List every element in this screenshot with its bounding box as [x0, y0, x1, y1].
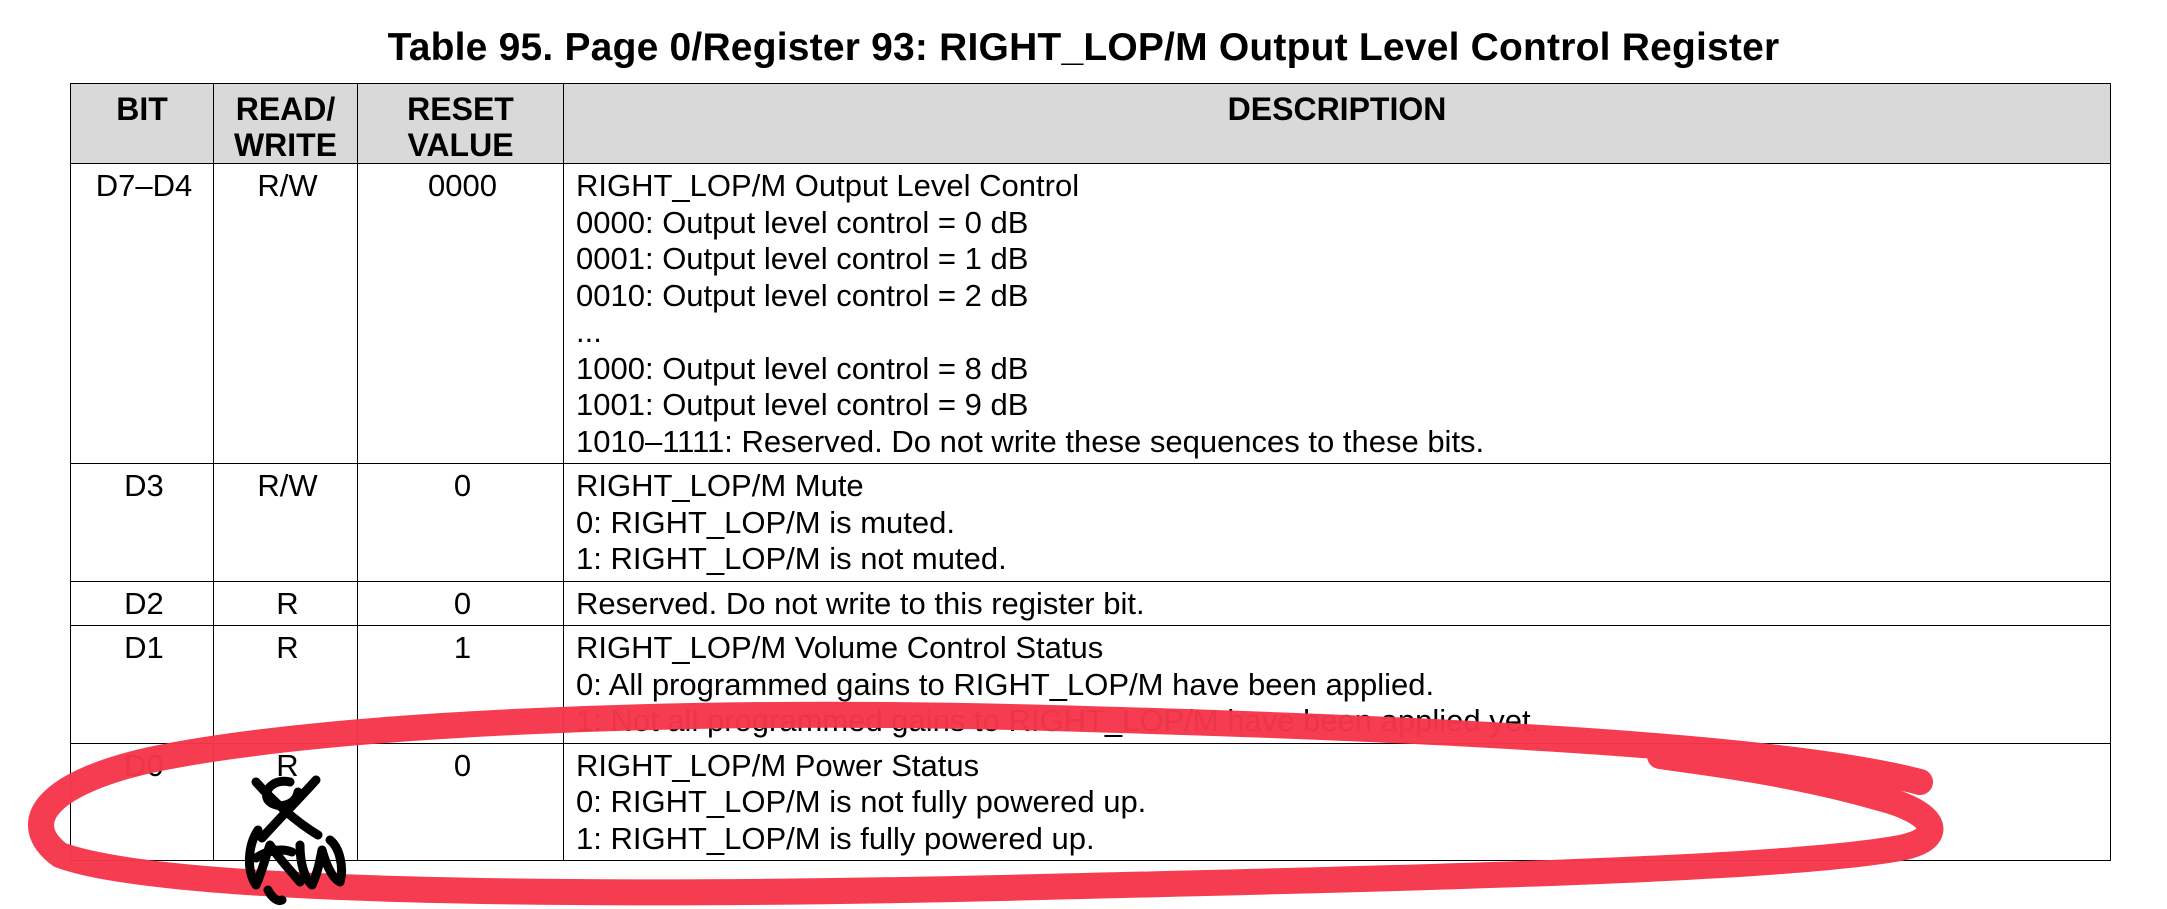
table-row-d7-d4 [71, 164, 2111, 464]
cell-read-write: R [214, 626, 358, 744]
description-line: 0: RIGHT_LOP/M is muted. [576, 504, 955, 540]
description-line: ... [576, 314, 602, 349]
header-description-label: DESCRIPTION [1227, 91, 1447, 127]
header-description [564, 84, 2111, 164]
description-line: RIGHT_LOP/M Power Status [576, 747, 980, 783]
description-line: 1000: Output level control = 8 dB [576, 350, 1029, 386]
description-line: Reserved. Do not write to this register bit. [576, 585, 1145, 621]
cell-description [564, 464, 2111, 582]
cell-read-write [214, 743, 358, 861]
description-line: RIGHT_LOP/M Output Level Control [576, 168, 1080, 203]
cell-description [564, 164, 2111, 464]
description-line: 1001: Output level control = 9 dB [576, 387, 1029, 422]
cell-bit: D2 [71, 581, 214, 626]
description-line: RIGHT_LOP/M Mute [576, 468, 864, 503]
cell-read-write: R/W [214, 164, 358, 464]
header-bit [71, 84, 214, 164]
cell-description [564, 743, 2111, 861]
cell-reset-value: 0 [358, 464, 564, 582]
header-reset-line-1: RESET [407, 91, 514, 127]
description-line: 1: RIGHT_LOP/M is not muted. [576, 541, 1007, 576]
description-line: 0010: Output level control = 2 dB [576, 277, 1029, 313]
description-line: 0: All programmed gains to RIGHT_LOP/M have been applied. [576, 666, 1435, 702]
table-header-row [71, 84, 2111, 164]
description-line: 0000: Output level control = 0 dB [576, 204, 1029, 240]
cell-description [564, 626, 2111, 744]
header-read-write-line-1: READ/ [235, 91, 336, 127]
cell-reset-value: 0 [358, 581, 564, 626]
cell-bit: D7–D4 [71, 164, 214, 464]
description-line: RIGHT_LOP/M Volume Control Status [576, 630, 1104, 665]
description-line: 1010–1111: Reserved. Do not write these sequences to these bits. [576, 423, 1485, 459]
cell-bit: D3 [71, 464, 214, 582]
description-line: 0001: Output level control = 1 dB [576, 241, 1029, 276]
header-reset-value [358, 84, 564, 164]
header-read-write-line-2: WRITE [233, 127, 338, 163]
cell-bit: D1 [71, 626, 214, 744]
cell-read-write: R/W [214, 464, 358, 582]
cell-bit: D0 [71, 743, 214, 861]
table-row-d1 [71, 626, 2111, 744]
cell-reset-value: 0 [358, 743, 564, 861]
table-title: Table 95. Page 0/Register 93: RIGHT_LOP/M Output Level Control Register [387, 26, 1780, 69]
table-row-d2 [71, 581, 2111, 626]
header-bit-label: BIT [116, 91, 168, 127]
cell-description [564, 581, 2111, 626]
table-row-d0 [71, 743, 2111, 861]
description-line: 0: RIGHT_LOP/M is not fully powered up. [576, 784, 1147, 819]
cell-reset-value: 1 [358, 626, 564, 744]
description-line: 1: RIGHT_LOP/M is fully powered up. [576, 820, 1095, 856]
cell-read-write-value-obscured: R [276, 747, 299, 783]
cell-read-write: R [214, 581, 358, 626]
register-table [70, 83, 2111, 861]
header-reset-line-2: VALUE [407, 127, 514, 163]
cell-reset-value: 0000 [358, 164, 564, 464]
table-row-d3 [71, 464, 2111, 582]
header-read-write [214, 84, 358, 164]
description-line: 1: Not all programmed gains to RIGHT_LOP/M have been applied yet. [576, 703, 1540, 738]
